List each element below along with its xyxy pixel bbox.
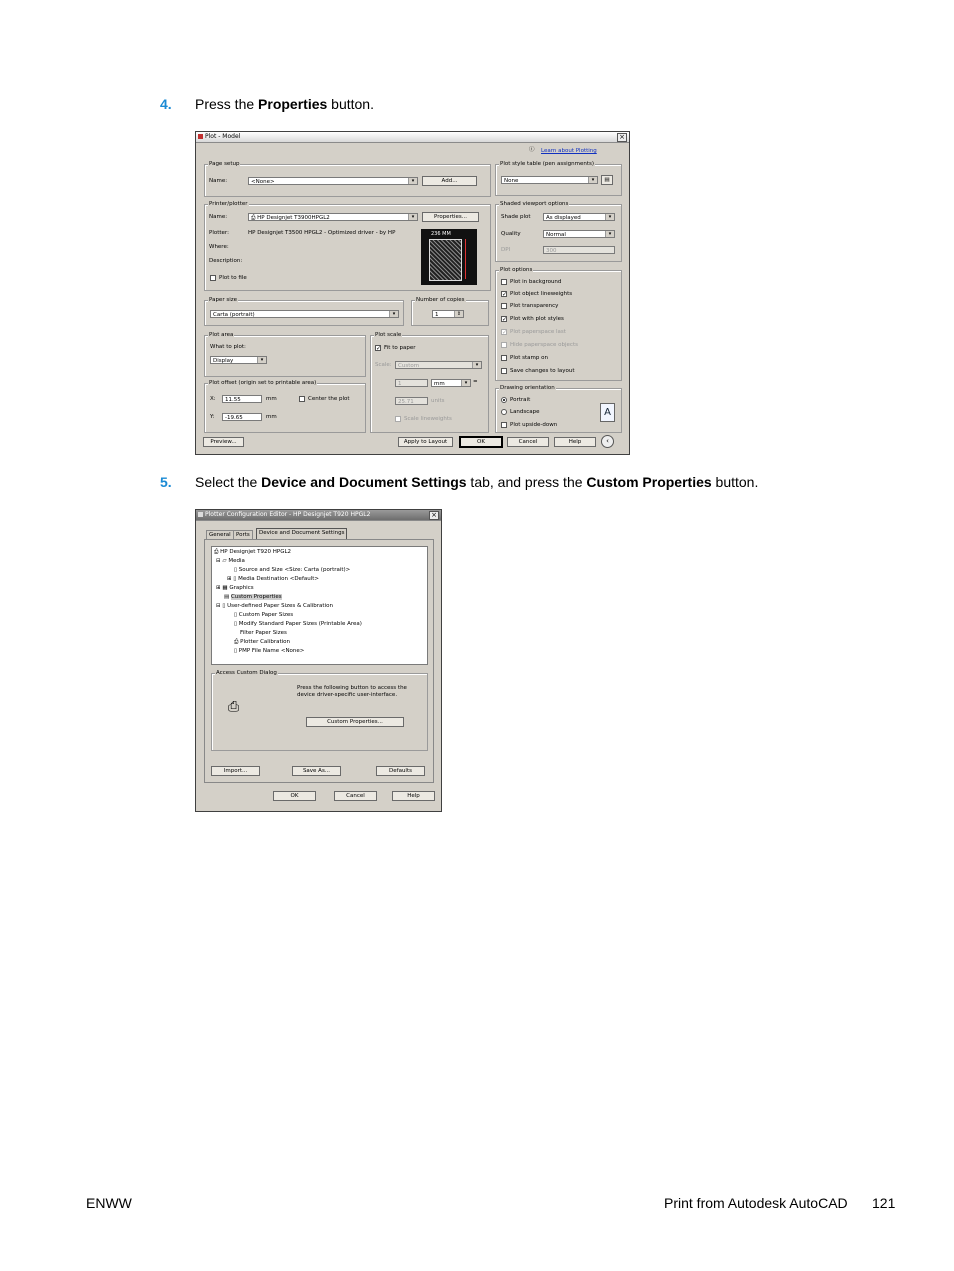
label: units — [431, 398, 445, 404]
group-label: Printer/plotter — [209, 201, 248, 207]
chevron-down-icon: ▾ — [408, 214, 417, 220]
label: Name: — [209, 214, 228, 220]
label: What to plot: — [210, 344, 246, 350]
collapse-icon[interactable]: ‹ — [601, 435, 614, 448]
value: 25.71 — [398, 399, 414, 405]
tree-label: Custom Paper Sizes — [238, 612, 294, 618]
paper-preview-page — [429, 239, 462, 281]
label: Scale lineweights — [404, 416, 452, 422]
copies-stepper[interactable] — [432, 310, 464, 318]
tab-general[interactable]: General — [206, 530, 234, 540]
tree-item[interactable]: ⊟ ▱ Media — [216, 558, 245, 564]
tab-ports[interactable]: Ports — [233, 530, 253, 540]
save-as-button[interactable]: Save As... — [292, 766, 341, 776]
paperspace-last-checkbox[interactable]: ✓ — [502, 329, 508, 336]
tree-item-custom-properties[interactable]: ▤ Custom Properties — [224, 594, 282, 600]
plot-area-group — [204, 332, 366, 377]
plot-transparency-checkbox[interactable] — [501, 303, 507, 309]
label: Description: — [209, 258, 243, 264]
page-number: 121 — [872, 1195, 896, 1211]
tree-item[interactable]: ▯ Source and Size <Size: Carta (portrait)> — [234, 567, 351, 573]
value: Display — [213, 358, 234, 364]
import-button[interactable]: Import... — [211, 766, 260, 776]
group-label: Plot scale — [375, 332, 402, 338]
option-label: Plot transparency — [510, 303, 559, 309]
label: Y: — [210, 414, 215, 420]
tree-item[interactable]: ⎙ HP Designjet T920 HPGL2 — [214, 549, 292, 555]
paper-size-group — [204, 297, 404, 326]
label: Quality — [501, 231, 521, 237]
dpi-input[interactable] — [543, 246, 615, 254]
spin-icon[interactable]: ⇕ — [454, 311, 463, 317]
tree-item[interactable]: ▯ Modify Standard Paper Sizes (Printable Area) — [234, 621, 362, 627]
ok-button[interactable]: OK — [460, 437, 502, 447]
group-label: Drawing orientation — [500, 385, 555, 391]
label: Where: — [209, 244, 229, 250]
plot-dialog — [195, 131, 630, 455]
label: Plot to file — [219, 275, 247, 281]
group-label: Shaded viewport options — [500, 201, 569, 207]
portrait-radio[interactable] — [501, 397, 507, 403]
step-text: Press the — [195, 96, 259, 112]
orientation-group — [495, 385, 622, 433]
chevron-down-icon: ▾ — [257, 357, 266, 363]
defaults-button[interactable]: Defaults — [376, 766, 425, 776]
footer-right: Print from Autodesk AutoCAD — [664, 1195, 848, 1211]
scale-unit-select[interactable] — [431, 379, 471, 387]
plot-options-group — [495, 267, 622, 381]
step-text: tab, and press the — [466, 474, 587, 490]
value: Normal — [546, 232, 566, 238]
value: mm — [434, 381, 445, 387]
paper-size-select[interactable] — [210, 310, 399, 318]
scale-lineweights-checkbox[interactable] — [395, 416, 401, 422]
plot-scale-group — [370, 332, 489, 433]
paper-preview — [421, 229, 477, 285]
close-icon[interactable]: × — [617, 133, 627, 142]
value: 11.55 — [225, 397, 241, 403]
plot-titlebar — [196, 132, 629, 143]
label: Plotter: — [209, 230, 229, 236]
scale-value-input[interactable] — [395, 379, 428, 387]
plot-background-checkbox[interactable] — [501, 279, 507, 285]
autocad-icon — [198, 134, 203, 139]
tree-item[interactable]: ⊟ ▯ User-defined Paper Sizes & Calibration — [216, 603, 333, 609]
tree-label: Graphics — [229, 585, 254, 591]
portrait-page-icon: A — [600, 403, 615, 422]
group-label: Access Custom Dialog — [216, 670, 277, 676]
value: As displayed — [546, 215, 581, 221]
hide-paperspace-checkbox[interactable] — [501, 342, 507, 348]
scale-select[interactable] — [395, 361, 482, 369]
fit-to-paper-checkbox[interactable]: ✓ — [376, 345, 382, 352]
tree-label: Plotter Calibration — [240, 639, 290, 645]
option-label: Portrait — [510, 397, 531, 403]
option-label: Plot with plot styles — [510, 316, 564, 322]
option-label: Landscape — [510, 409, 540, 415]
step-text: button. — [711, 474, 759, 490]
option-label: Plot object lineweights — [510, 291, 573, 297]
quality-select[interactable] — [543, 230, 615, 238]
value: Custom — [398, 363, 420, 369]
chevron-down-icon: ▾ — [588, 177, 597, 183]
shaded-viewport-group — [495, 201, 622, 262]
center-plot-checkbox[interactable] — [299, 396, 305, 402]
learn-link[interactable]: Learn about Plotting — [541, 148, 597, 154]
tree-item[interactable]: ⊞ ▯ Media Destination <Default> — [227, 576, 320, 582]
save-changes-checkbox[interactable] — [501, 368, 507, 374]
chevron-down-icon: ▾ — [605, 214, 614, 220]
chevron-down-icon: ▾ — [389, 311, 398, 317]
info-icon: ⓘ — [529, 147, 535, 153]
preview-ruler — [465, 239, 466, 279]
close-icon[interactable]: × — [429, 511, 439, 520]
value: -19.65 — [225, 415, 243, 421]
label: X: — [210, 396, 216, 402]
value: 1 — [435, 312, 439, 318]
page-setup-select[interactable] — [248, 177, 418, 185]
step-text: Select the — [195, 474, 262, 490]
value: None — [504, 178, 519, 184]
plot-styles-checkbox[interactable]: ✓ — [502, 316, 508, 323]
copies-group — [411, 297, 489, 326]
group-label: Plot area — [209, 332, 234, 338]
help-button[interactable]: Help — [554, 437, 596, 447]
option-label: Plot in background — [510, 279, 562, 285]
description: Press the following button to access the device driver-specific user-interface. — [297, 685, 407, 698]
option-label: Save changes to layout — [510, 368, 575, 374]
group-label: Plot offset (origin set to printable area) — [209, 380, 317, 386]
step-number: 5. — [160, 474, 172, 490]
group-label: Number of copies — [416, 297, 465, 303]
label: Fit to paper — [384, 345, 416, 351]
footer-left: ENWW — [86, 1195, 132, 1211]
plot-style-group — [495, 161, 622, 196]
landscape-radio[interactable] — [501, 409, 507, 415]
page-setup-group — [204, 161, 491, 197]
group-label: Paper size — [209, 297, 237, 303]
help-button[interactable]: Help — [392, 791, 435, 801]
option-label: Hide paperspace objects — [510, 342, 578, 348]
printer-group — [204, 201, 491, 291]
value: <None> — [251, 179, 275, 185]
ok-button[interactable]: OK — [273, 791, 316, 801]
chevron-down-icon: ▾ — [461, 380, 470, 386]
units-input[interactable] — [395, 397, 428, 405]
unit-label: mm — [266, 396, 277, 402]
what-to-plot-select[interactable] — [210, 356, 267, 364]
preview-button[interactable]: Preview... — [203, 437, 244, 447]
plot-style-select[interactable] — [501, 176, 598, 184]
label: DPI — [501, 247, 511, 253]
tree-label: Media Destination <Default> — [238, 576, 320, 582]
tree-label: Media — [228, 558, 245, 564]
option-label: Plot paperspace last — [510, 329, 566, 335]
shade-plot-select[interactable] — [543, 213, 615, 221]
edit-style-icon[interactable]: ▤ — [601, 175, 613, 185]
settings-tree[interactable] — [211, 546, 428, 665]
tree-label: Filter Paper Sizes — [240, 630, 287, 636]
plot-offset-group — [204, 380, 366, 433]
equals-sign: = — [473, 379, 478, 385]
tree-item[interactable]: ⊞ ▦ Graphics — [216, 585, 254, 591]
step-bold: Properties — [258, 96, 328, 112]
preview-size: 236 MM — [431, 231, 451, 237]
printer-select[interactable]: ⎙ HP Designjet T3900HPGL2 ▾ — [248, 213, 418, 221]
upside-down-checkbox[interactable] — [501, 422, 507, 428]
tree-label: User-defined Paper Sizes & Calibration — [227, 603, 333, 609]
plot-stamp-checkbox[interactable] — [501, 355, 507, 361]
pce-titlebar — [196, 510, 441, 521]
tree-item[interactable] — [240, 630, 287, 637]
tree-label: Modify Standard Paper Sizes (Printable Area) — [238, 621, 362, 627]
x-offset-input[interactable] — [222, 395, 262, 403]
tree-label: HP Designjet T920 HPGL2 — [220, 549, 292, 555]
label: Center the plot — [308, 396, 350, 402]
properties-button[interactable]: Properties... — [422, 212, 479, 222]
chevron-down-icon: ▾ — [605, 231, 614, 237]
tree-label: Source and Size <Size: Carta (portrait)> — [238, 567, 351, 573]
pce-title: Plotter Configuration Editor - HP Designjet T920 HPGL2 — [205, 511, 371, 518]
plotter-value: HP Designjet T3500 HPGL2 - Optimized driver - by HP — [248, 230, 396, 236]
label: Shade plot — [501, 214, 531, 220]
cancel-button[interactable]: Cancel — [334, 791, 377, 801]
plotter-config-dialog — [195, 509, 442, 812]
chevron-down-icon: ▾ — [408, 178, 417, 184]
label: Name: — [209, 178, 228, 184]
chevron-down-icon: ▾ — [472, 362, 481, 368]
tree-item[interactable]: ⎙ Plotter Calibration — [234, 639, 290, 645]
tree-label: PMP File Name <None> — [238, 648, 305, 654]
plotter-icon — [198, 512, 203, 517]
unit-label: mm — [266, 414, 277, 420]
tab-device-document-settings[interactable]: Device and Document Settings — [256, 528, 347, 540]
group-label: Page setup — [209, 161, 240, 167]
custom-properties-button[interactable]: Custom Properties... — [306, 717, 404, 727]
apply-to-layout-button[interactable]: Apply to Layout — [398, 437, 453, 447]
printer-icon: ⎙ — [228, 699, 240, 715]
y-offset-input[interactable] — [222, 413, 262, 421]
value: HP Designjet T3900HPGL2 — [257, 215, 330, 221]
step-bold: Custom Properties — [586, 474, 712, 490]
plot-lineweights-checkbox[interactable]: ✓ — [502, 291, 508, 298]
step-number: 4. — [160, 96, 172, 112]
cancel-button[interactable]: Cancel — [507, 437, 549, 447]
plot-title: Plot - Model — [205, 133, 241, 140]
option-label: Plot stamp on — [510, 355, 548, 361]
value: 1 — [398, 381, 402, 387]
tree-item[interactable]: ▯ Custom Paper Sizes — [234, 612, 294, 618]
access-custom-dialog-group — [211, 670, 428, 751]
tree-item[interactable]: ▯ PMP File Name <None> — [234, 648, 305, 654]
step-bold: Device and Document Settings — [261, 474, 467, 490]
step-text: button. — [327, 96, 374, 112]
tree-label: Custom Properties — [230, 594, 282, 600]
add-button[interactable]: Add... — [422, 176, 477, 186]
value: Carta (portrait) — [213, 312, 255, 318]
value: 300 — [546, 248, 557, 254]
group-label: Plot style table (pen assignments) — [500, 161, 594, 167]
label: Scale: — [375, 362, 392, 368]
option-label: Plot upside-down — [510, 422, 558, 428]
group-label: Plot options — [500, 267, 533, 273]
plot-to-file-checkbox[interactable] — [210, 275, 216, 281]
